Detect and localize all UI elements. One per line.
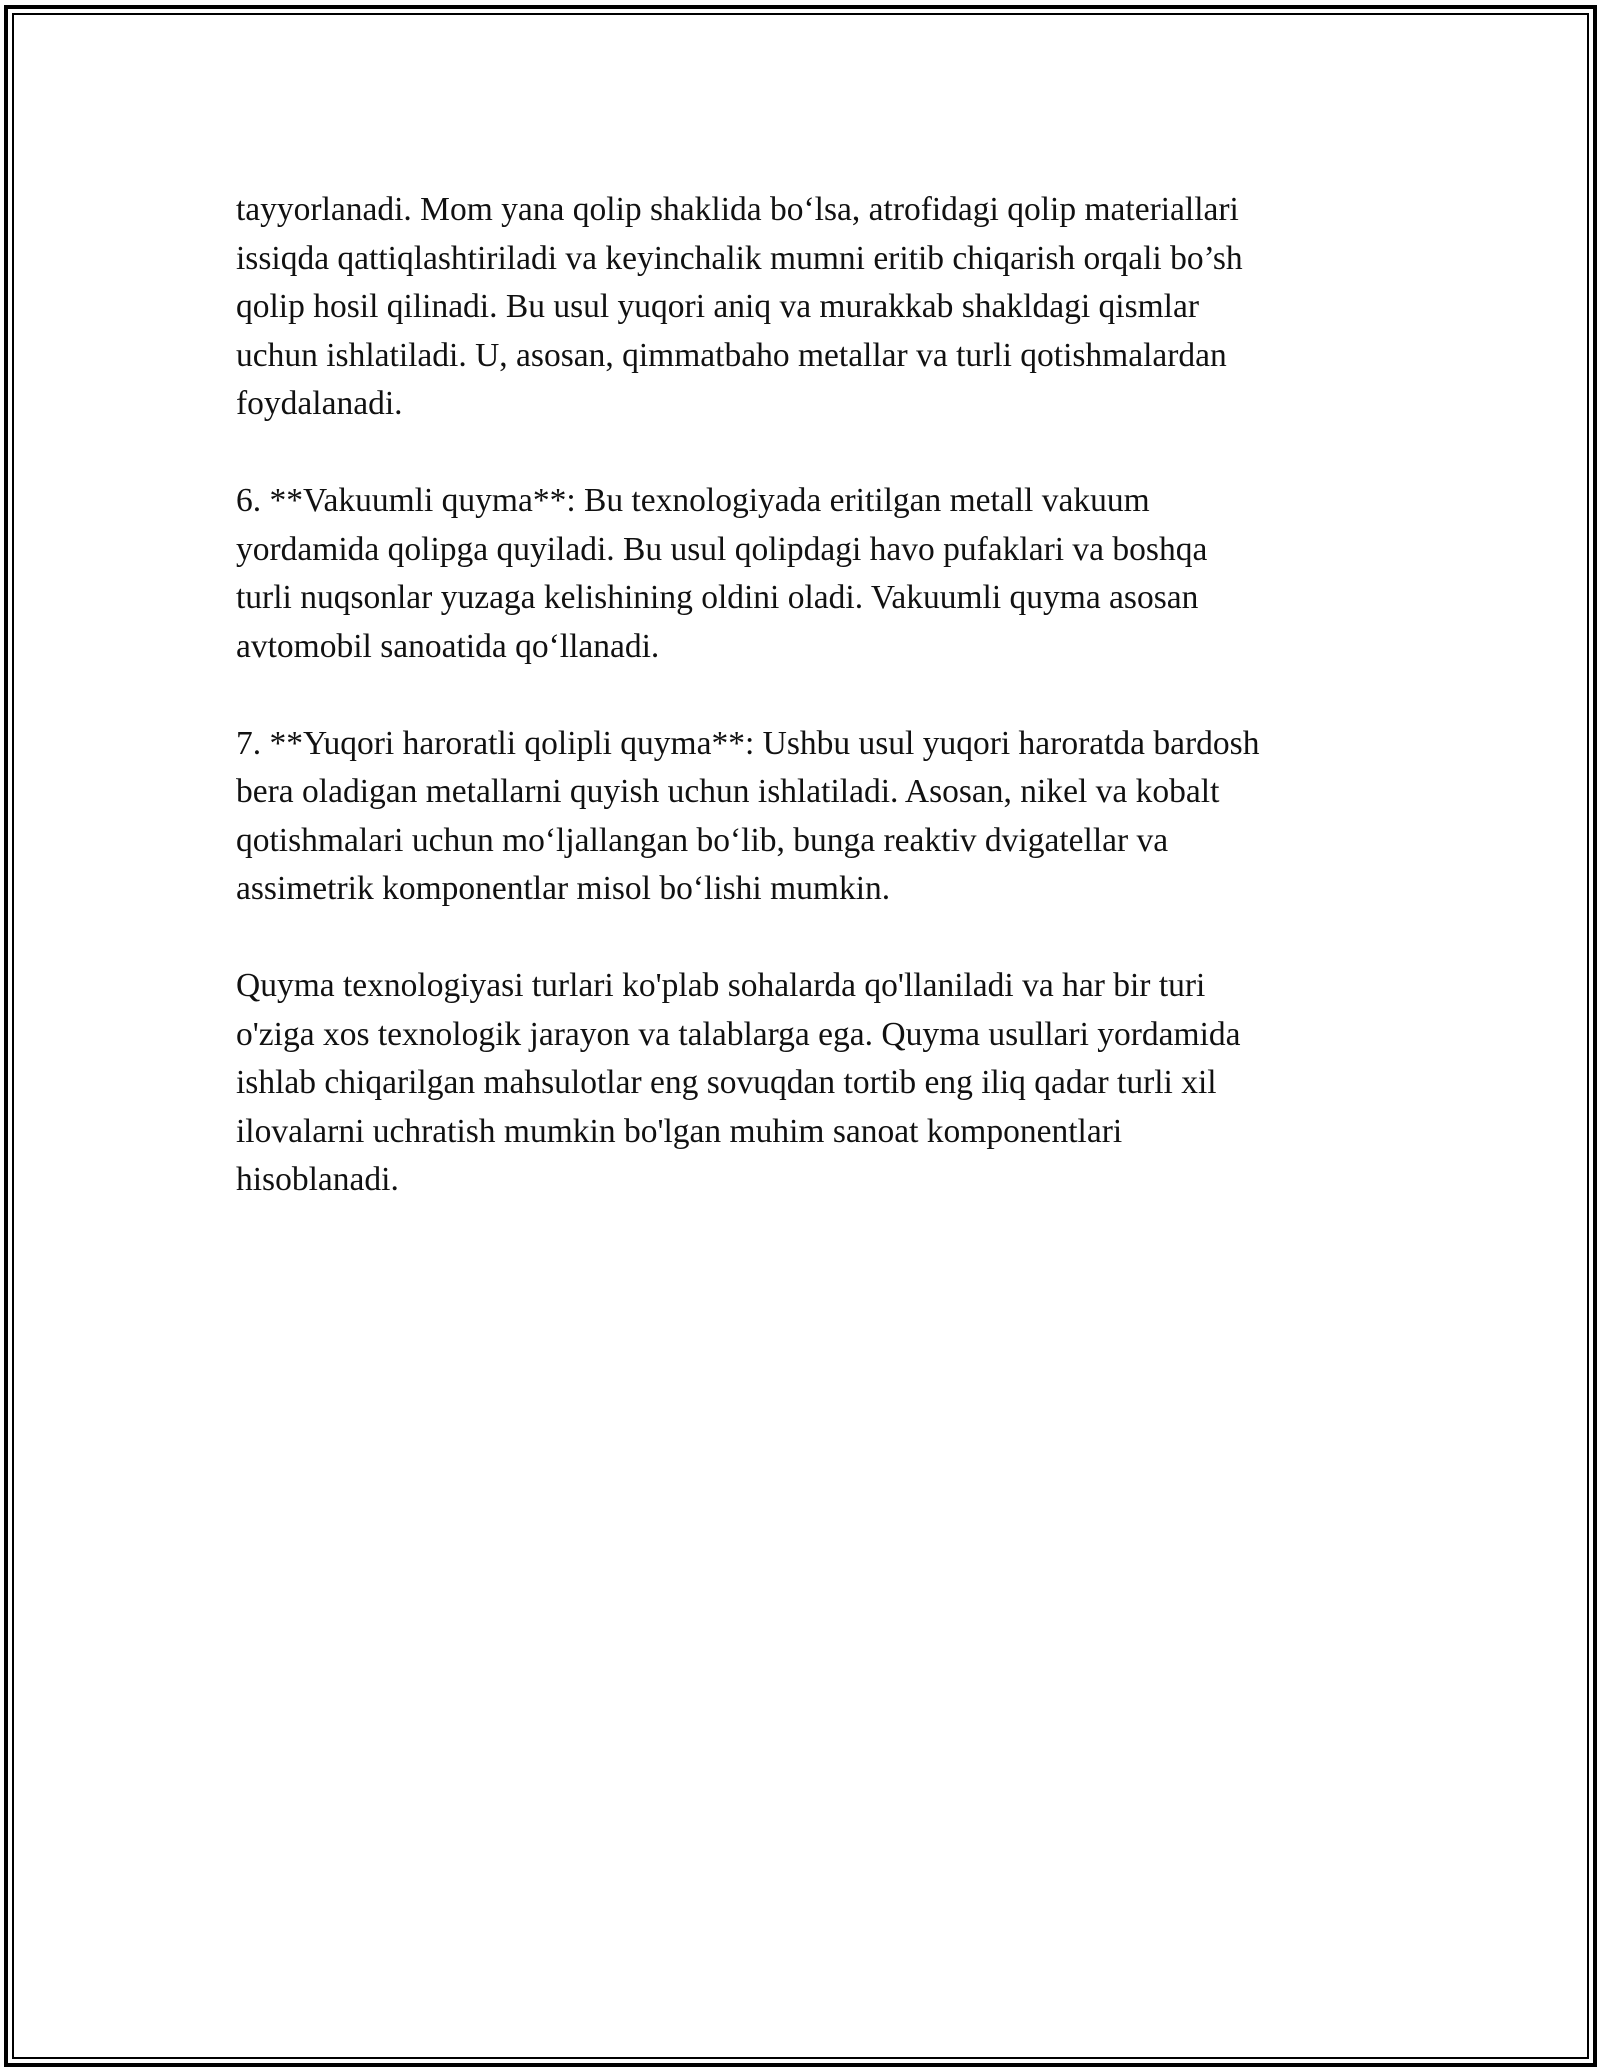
text-line: uchun ishlatiladi. U, asosan, qimmatbaho metallar va turli qotishmalardan — [236, 336, 1227, 374]
paragraph-vacuum-casting — [236, 477, 1386, 671]
text-line: 7. **Yuqori haroratli qolipli quyma**: Ushbu usul yuqori haroratda bardosh — [236, 724, 1260, 762]
text-line: ishlab chiqarilgan mahsulotlar eng sovuqdan tortib eng iliq qadar turli xil — [236, 1064, 1217, 1101]
text-line: Quyma texnologiyasi turlari ko'plab sohalarda qo'llaniladi va har bir turi — [236, 967, 1206, 1004]
text-line: avtomobil sanoatida qo‘llanadi. — [236, 627, 660, 665]
text-line: bera oladigan metallarni quyish uchun ishlatiladi. Asosan, nikel va kobalt — [236, 773, 1220, 810]
text-line: issiqda qattiqlashtiriladi va keyinchalik mumni eritib chiqarish orqali bo’sh — [236, 239, 1243, 277]
text-line: ilovalarni uchratish mumkin bo'lgan muhim sanoat komponentlari — [236, 1112, 1123, 1150]
text-line: o'ziga xos texnologik jarayon va talablarga ega. Quyma usullari yordamida — [236, 1015, 1241, 1053]
text-line: qotishmalari uchun mo‘ljallangan bo‘lib, bunga reaktiv dvigatellar va — [236, 821, 1169, 859]
text-line: 6. **Vakuumli quyma**: Bu texnologiyada eritilgan metall vakuum — [236, 482, 1150, 519]
text-line: yordamida qolipga quyiladi. Bu usul qolipdagi havo pufaklari va boshqa — [236, 530, 1208, 568]
paragraph-conclusion — [236, 962, 1386, 1205]
text-line: turli nuqsonlar yuzaga kelishining oldini oladi. Vakuumli quyma asosan — [236, 579, 1199, 616]
document-body — [236, 186, 1386, 1253]
text-line: qolip hosil qilinadi. Bu usul yuqori aniq va murakkab shakldagi qismlar — [236, 288, 1200, 325]
text-line: tayyorlanadi. Mom yana qolip shaklida bo‘lsa, atrofidagi qolip materiallari — [236, 191, 1239, 228]
paragraph-high-temperature-casting — [236, 720, 1386, 914]
text-line: foydalanadi. — [236, 385, 403, 422]
paragraph-investment-casting — [236, 186, 1386, 429]
text-line: hisoblanadi. — [236, 1161, 399, 1198]
text-line: assimetrik komponentlar misol bo‘lishi mumkin. — [236, 870, 891, 907]
